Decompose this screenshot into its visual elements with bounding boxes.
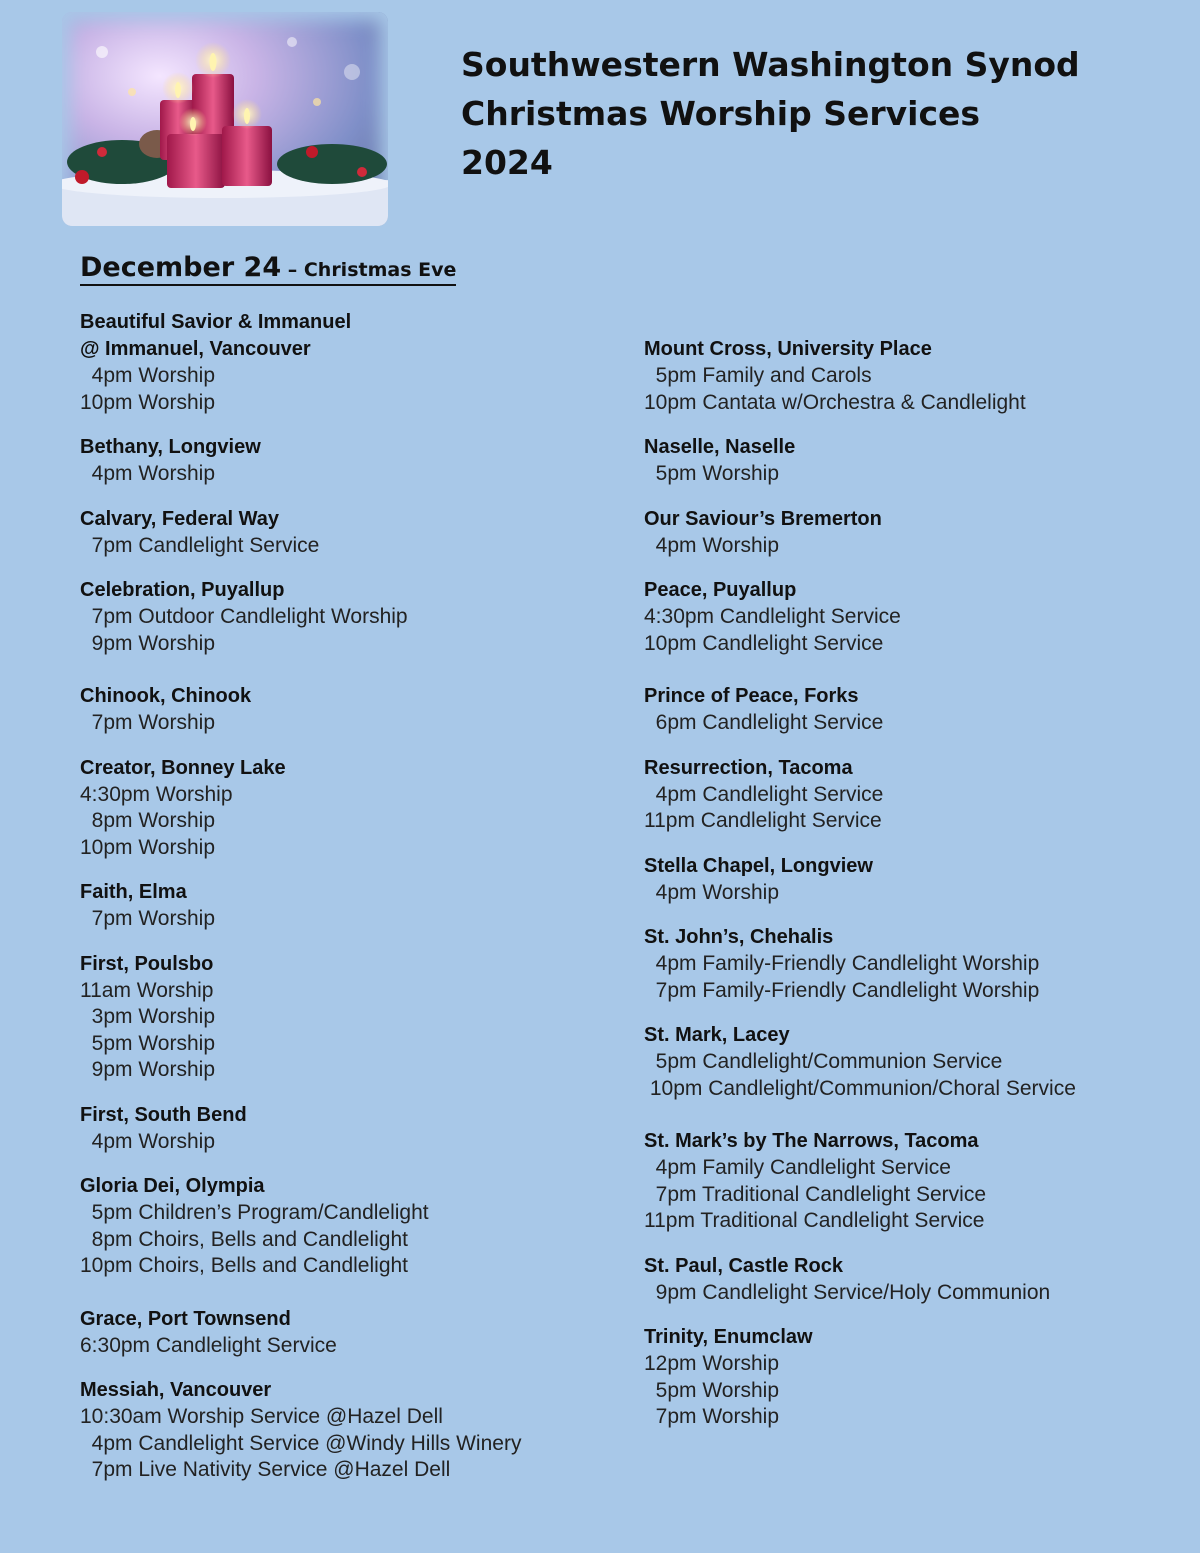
title-line-2: Christmas Worship Services: [461, 94, 981, 133]
service-time: 10pm Worship: [80, 390, 216, 414]
right-column: [644, 336, 1200, 1449]
service-time: 7pm Traditional Candlelight Service: [644, 1182, 987, 1206]
service-time: 4pm Worship: [644, 533, 779, 557]
service-time: 8pm Worship: [80, 809, 215, 832]
service-time: 5pm Children’s Program/Candlelight: [80, 1201, 429, 1224]
church-name: Gloria Dei, Olympia: [80, 1175, 265, 1197]
church-entry: [80, 879, 640, 933]
church-location: @ Immanuel, Vancouver: [80, 338, 311, 360]
service-time: 7pm Outdoor Candlelight Worship: [80, 605, 408, 628]
service-time: 4pm Family-Friendly Candlelight Worship: [644, 952, 1040, 975]
church-name: St. John’s, Chehalis: [644, 926, 834, 948]
church-name: Faith, Elma: [80, 881, 187, 903]
church-name: Creator, Bonney Lake: [80, 756, 286, 779]
church-entry: [644, 434, 1200, 488]
service-time: 7pm Worship: [644, 1405, 779, 1428]
service-time: 6pm Candlelight Service: [644, 711, 884, 734]
church-entry: [80, 951, 640, 1084]
service-time: 4pm Candlelight Service: [644, 782, 884, 806]
service-time: 5pm Worship: [644, 462, 779, 485]
candles-image: [62, 12, 388, 226]
service-time: 11am Worship: [80, 978, 214, 1002]
church-entry: [644, 755, 1200, 835]
church-entry: [80, 309, 640, 416]
service-time: 4pm Worship: [80, 462, 215, 485]
church-name: Our Saviour’s Bremerton: [644, 507, 882, 530]
church-entry: [644, 1128, 1200, 1235]
service-time: 9pm Worship: [80, 1058, 215, 1081]
church-entry: [80, 755, 640, 862]
service-time: 7pm Worship: [80, 907, 215, 930]
church-entry: [644, 853, 1200, 907]
church-entry: [80, 1306, 640, 1360]
church-entry: [644, 924, 1200, 1004]
date-heading-dash: –: [281, 259, 304, 281]
church-name: Grace, Port Townsend: [80, 1307, 291, 1330]
service-time: 9pm Worship: [80, 631, 215, 655]
service-time: 4:30pm Worship: [80, 782, 233, 806]
church-name: St. Mark’s by The Narrows, Tacoma: [644, 1130, 979, 1152]
date-heading-date: December 24: [80, 252, 282, 283]
page-title: [461, 40, 1080, 187]
service-time: 3pm Worship: [80, 1005, 215, 1028]
service-time: 7pm Live Nativity Service @Hazel Dell: [80, 1458, 451, 1481]
service-time: 4pm Candlelight Service @Windy Hills Winery: [80, 1431, 522, 1455]
church-name: Prince of Peace, Forks: [644, 685, 859, 707]
date-heading-label: Christmas Eve: [303, 259, 457, 281]
service-time: 8pm Choirs, Bells and Candlelight: [80, 1227, 409, 1251]
service-time: 10:30am Worship Service @Hazel Dell: [80, 1405, 443, 1428]
church-name: Mount Cross, University Place: [644, 338, 932, 360]
service-time: 11pm Candlelight Service: [644, 809, 882, 832]
church-name: Peace, Puyallup: [644, 579, 797, 601]
service-time: 12pm Worship: [644, 1352, 780, 1375]
church-name: Beautiful Savior & Immanuel: [80, 311, 352, 333]
service-time: 7pm Candlelight Service: [80, 533, 320, 557]
church-name: First, South Bend: [80, 1103, 247, 1126]
church-entry: [644, 506, 1200, 560]
service-time: 5pm Worship: [644, 1378, 779, 1402]
church-name: St. Paul, Castle Rock: [644, 1254, 843, 1277]
church-entry: [80, 1173, 640, 1280]
service-time: 11pm Traditional Candlelight Service: [644, 1209, 985, 1232]
church-name: Messiah, Vancouver: [80, 1379, 272, 1401]
church-entry: [80, 1102, 640, 1156]
church-entry: [80, 434, 640, 488]
church-entry: [644, 683, 1200, 737]
service-time: 10pm Candlelight/Communion/Choral Service: [644, 1076, 1076, 1100]
church-name: Trinity, Enumclaw: [644, 1326, 813, 1348]
service-time: 4pm Worship: [644, 880, 779, 904]
church-name: First, Poulsbo: [80, 952, 214, 975]
date-heading: [80, 252, 456, 286]
service-time: 10pm Cantata w/Orchestra & Candlelight: [644, 390, 1026, 414]
service-time: 6:30pm Candlelight Service: [80, 1333, 337, 1357]
church-entry: [80, 683, 640, 737]
church-entry: [644, 1022, 1200, 1102]
church-name: Calvary, Federal Way: [80, 507, 279, 530]
church-name: Naselle, Naselle: [644, 436, 796, 458]
church-name: Chinook, Chinook: [80, 685, 252, 707]
church-entry: [80, 1377, 640, 1484]
left-column: [80, 309, 640, 1502]
service-time: 10pm Worship: [80, 835, 216, 859]
service-time: 5pm Candlelight/Communion Service: [644, 1050, 1003, 1073]
title-line-1: Southwestern Washington Synod: [461, 45, 1080, 84]
service-time: 5pm Worship: [80, 1031, 215, 1055]
church-name: Bethany, Longview: [80, 436, 261, 458]
service-time: 4pm Worship: [80, 1129, 215, 1153]
church-entry: [80, 577, 640, 657]
service-time: 9pm Candlelight Service/Holy Communion: [644, 1280, 1051, 1304]
title-line-3: 2024: [461, 143, 553, 182]
service-time: 4pm Family Candlelight Service: [644, 1156, 951, 1179]
church-entry: [644, 1324, 1200, 1431]
service-time: 10pm Candlelight Service: [644, 631, 884, 655]
service-time: 10pm Choirs, Bells and Candlelight: [80, 1254, 409, 1277]
service-time: 7pm Family-Friendly Candlelight Worship: [644, 978, 1040, 1002]
service-time: 4:30pm Candlelight Service: [644, 605, 901, 628]
church-entry: [644, 336, 1200, 416]
church-entry: [644, 1253, 1200, 1307]
church-name: Celebration, Puyallup: [80, 579, 285, 601]
church-entry: [644, 577, 1200, 657]
service-time: 7pm Worship: [80, 711, 215, 734]
service-time: 4pm Worship: [80, 364, 215, 387]
service-time: 5pm Family and Carols: [644, 364, 872, 387]
church-name: Stella Chapel, Longview: [644, 854, 873, 877]
church-name: Resurrection, Tacoma: [644, 756, 853, 779]
church-entry: [80, 506, 640, 560]
church-name: St. Mark, Lacey: [644, 1024, 790, 1046]
